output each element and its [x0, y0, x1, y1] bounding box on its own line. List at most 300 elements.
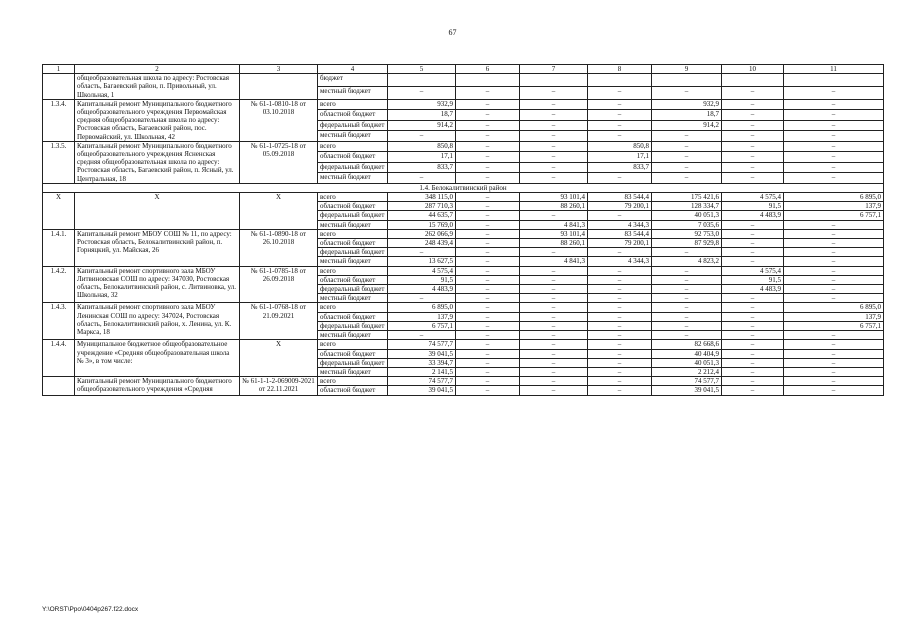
- amount-cell: 79 200,1: [588, 239, 652, 248]
- item-number: [43, 377, 75, 395]
- amount-cell: –: [456, 367, 520, 376]
- amount-cell: [388, 74, 456, 87]
- amount-cell: –: [722, 312, 784, 321]
- amount-cell: –: [722, 257, 784, 266]
- amount-cell: –: [520, 321, 588, 330]
- amount-cell: –: [784, 248, 884, 257]
- amount-cell: –: [456, 275, 520, 284]
- amount-cell: 91,5: [388, 275, 456, 284]
- item-description: Х: [75, 193, 240, 230]
- amount-cell: 40 404,9: [652, 349, 722, 358]
- amount-cell: –: [722, 220, 784, 229]
- amount-cell: –: [722, 367, 784, 376]
- item-description: Капитальный ремонт спортивного зала МБОУ Литвиновская СОШ по адресу: 347030, Ростовская область, Белокалитвинский район, с. Литвиновка, ул. Школьная, 32: [75, 266, 240, 303]
- amount-cell: –: [388, 173, 456, 184]
- amount-cell: 262 066,9: [388, 229, 456, 238]
- amount-cell: 4 344,3: [588, 220, 652, 229]
- amount-cell: –: [652, 131, 722, 142]
- amount-cell: –: [784, 173, 884, 184]
- header-cell: 4: [318, 65, 388, 74]
- header-cell: 10: [722, 65, 784, 74]
- amount-cell: –: [456, 331, 520, 340]
- amount-cell: –: [456, 141, 520, 152]
- amount-cell: –: [456, 229, 520, 238]
- amount-cell: –: [520, 386, 588, 395]
- amount-cell: –: [722, 99, 784, 110]
- amount-cell: –: [456, 173, 520, 184]
- amount-cell: –: [588, 294, 652, 303]
- amount-cell: –: [588, 275, 652, 284]
- amount-cell: –: [588, 120, 652, 131]
- amount-cell: –: [652, 312, 722, 321]
- budget-source: местный бюджет: [318, 257, 388, 266]
- amount-cell: –: [388, 248, 456, 257]
- amount-cell: –: [588, 173, 652, 184]
- amount-cell: 6 895,0: [388, 303, 456, 312]
- amount-cell: –: [722, 377, 784, 386]
- amount-cell: –: [456, 377, 520, 386]
- amount-cell: 91,5: [722, 202, 784, 211]
- amount-cell: –: [722, 303, 784, 312]
- amount-cell: –: [520, 358, 588, 367]
- budget-source: федеральный бюджет: [318, 211, 388, 220]
- budget-source: всего: [318, 193, 388, 202]
- amount-cell: 850,8: [588, 141, 652, 152]
- amount-cell: –: [588, 110, 652, 121]
- budget-source: всего: [318, 266, 388, 275]
- item-description: общеобразовательная школа по адресу: Ростовская область, Багаевский район, п. Привольный, ул. Школьная, 1: [75, 74, 240, 100]
- amount-cell: –: [652, 275, 722, 284]
- item-number: 1.4.3.: [43, 303, 75, 340]
- amount-cell: –: [652, 285, 722, 294]
- amount-cell: –: [784, 257, 884, 266]
- item-number: 1.4.4.: [43, 340, 75, 377]
- amount-cell: –: [784, 229, 884, 238]
- budget-source: областной бюджет: [318, 239, 388, 248]
- amount-cell: 4 344,3: [588, 257, 652, 266]
- amount-cell: –: [456, 312, 520, 321]
- amount-cell: –: [388, 87, 456, 100]
- amount-cell: –: [588, 367, 652, 376]
- amount-cell: –: [388, 294, 456, 303]
- amount-cell: –: [784, 331, 884, 340]
- amount-cell: 833,7: [588, 162, 652, 173]
- amount-cell: 93 101,4: [520, 229, 588, 238]
- amount-cell: 79 200,1: [588, 202, 652, 211]
- amount-cell: –: [784, 120, 884, 131]
- amount-cell: –: [520, 285, 588, 294]
- amount-cell: –: [784, 99, 884, 110]
- amount-cell: –: [588, 321, 652, 330]
- amount-cell: 91,5: [722, 275, 784, 284]
- header-cell: 5: [388, 65, 456, 74]
- item-description: Муниципальное бюджетное общеобразовательное учреждение «Средняя общеобразовательная школа № 3», в том числе:: [75, 340, 240, 377]
- amount-cell: [520, 74, 588, 87]
- amount-cell: –: [652, 331, 722, 340]
- budget-source: бюджет: [318, 74, 388, 87]
- amount-cell: –: [520, 294, 588, 303]
- amount-cell: 6 757,1: [784, 211, 884, 220]
- amount-cell: –: [456, 349, 520, 358]
- amount-cell: –: [456, 285, 520, 294]
- header-cell: 2: [75, 65, 240, 74]
- amount-cell: 6 895,0: [784, 303, 884, 312]
- amount-cell: –: [588, 248, 652, 257]
- header-cell: 7: [520, 65, 588, 74]
- amount-cell: 4 483,9: [722, 285, 784, 294]
- amount-cell: –: [456, 386, 520, 395]
- amount-cell: –: [722, 110, 784, 121]
- amount-cell: –: [520, 99, 588, 110]
- amount-cell: –: [520, 377, 588, 386]
- budget-source: всего: [318, 340, 388, 349]
- amount-cell: –: [520, 211, 588, 220]
- amount-cell: –: [456, 120, 520, 131]
- amount-cell: –: [588, 266, 652, 275]
- amount-cell: 137,9: [784, 312, 884, 321]
- amount-cell: –: [722, 294, 784, 303]
- amount-cell: 33 394,7: [388, 358, 456, 367]
- budget-source: всего: [318, 377, 388, 386]
- amount-cell: –: [456, 303, 520, 312]
- budget-source: местный бюджет: [318, 131, 388, 142]
- amount-cell: –: [520, 340, 588, 349]
- amount-cell: –: [388, 331, 456, 340]
- amount-cell: 175 421,6: [652, 193, 722, 202]
- amount-cell: –: [520, 331, 588, 340]
- amount-cell: 248 439,4: [388, 239, 456, 248]
- amount-cell: –: [784, 266, 884, 275]
- amount-cell: –: [520, 275, 588, 284]
- budget-source: местный бюджет: [318, 87, 388, 100]
- amount-cell: –: [456, 248, 520, 257]
- amount-cell: –: [456, 131, 520, 142]
- amount-cell: 39 041,5: [652, 386, 722, 395]
- amount-cell: 82 668,6: [652, 340, 722, 349]
- amount-cell: 6 757,1: [784, 321, 884, 330]
- amount-cell: –: [652, 141, 722, 152]
- amount-cell: 833,7: [388, 162, 456, 173]
- amount-cell: –: [722, 358, 784, 367]
- amount-cell: –: [520, 349, 588, 358]
- table-row: [43, 74, 884, 87]
- amount-cell: 4 575,4: [722, 193, 784, 202]
- amount-cell: –: [784, 239, 884, 248]
- amount-cell: –: [784, 340, 884, 349]
- amount-cell: –: [722, 120, 784, 131]
- amount-cell: –: [456, 87, 520, 100]
- amount-cell: –: [588, 377, 652, 386]
- item-number: Х: [43, 193, 75, 230]
- item-description: Капитальный ремонт Муниципального бюджетного общеобразовательного учреждения Ясненская средняя общеобразовательная школа по адресу: Ростовская область, Багаевский район, п. Ясный, ул. Центральная, 18: [75, 141, 240, 183]
- amount-cell: –: [722, 340, 784, 349]
- amount-cell: –: [722, 87, 784, 100]
- amount-cell: –: [520, 367, 588, 376]
- amount-cell: –: [588, 303, 652, 312]
- amount-cell: –: [588, 99, 652, 110]
- document-reference: № 61-1-0785-18 от 26.09.2018: [240, 266, 318, 303]
- header-cell: 9: [652, 65, 722, 74]
- amount-cell: [652, 74, 722, 87]
- amount-cell: –: [784, 386, 884, 395]
- budget-source: федеральный бюджет: [318, 248, 388, 257]
- budget-source: всего: [318, 99, 388, 110]
- document-reference: № 61-1-0768-18 от 21.09.2021: [240, 303, 318, 340]
- amount-cell: 39 041,5: [388, 386, 456, 395]
- amount-cell: –: [456, 340, 520, 349]
- amount-cell: 4 841,3: [520, 257, 588, 266]
- amount-cell: –: [722, 229, 784, 238]
- amount-cell: 13 627,5: [388, 257, 456, 266]
- amount-cell: [588, 74, 652, 87]
- amount-cell: 932,9: [388, 99, 456, 110]
- amount-cell: 6 895,0: [784, 193, 884, 202]
- amount-cell: –: [652, 248, 722, 257]
- document-reference: № 61-1-0810-18 от 03.10.2018: [240, 99, 318, 141]
- document-reference: № 61-1-0890-18 от 26.10.2018: [240, 229, 318, 266]
- amount-cell: –: [784, 349, 884, 358]
- table-row: [43, 99, 884, 110]
- amount-cell: 932,9: [652, 99, 722, 110]
- amount-cell: –: [652, 294, 722, 303]
- amount-cell: –: [520, 131, 588, 142]
- item-description: Капитальный ремонт Муниципального бюджетного общеобразовательного учреждения «Средняя: [75, 377, 240, 395]
- document-reference: Х: [240, 193, 318, 230]
- amount-cell: –: [456, 358, 520, 367]
- header-cell: 1: [43, 65, 75, 74]
- amount-cell: –: [588, 131, 652, 142]
- amount-cell: 18,7: [388, 110, 456, 121]
- amount-cell: –: [784, 162, 884, 173]
- amount-cell: 88 260,1: [520, 202, 588, 211]
- budget-source: федеральный бюджет: [318, 162, 388, 173]
- table-row: [43, 303, 884, 312]
- item-number: [43, 74, 75, 100]
- amount-cell: 40 051,3: [652, 211, 722, 220]
- amount-cell: –: [520, 312, 588, 321]
- amount-cell: –: [652, 173, 722, 184]
- amount-cell: –: [388, 131, 456, 142]
- amount-cell: –: [456, 239, 520, 248]
- amount-cell: 15 769,0: [388, 220, 456, 229]
- amount-cell: 44 635,7: [388, 211, 456, 220]
- amount-cell: –: [456, 162, 520, 173]
- amount-cell: –: [520, 110, 588, 121]
- budget-source: областной бюджет: [318, 110, 388, 121]
- amount-cell: –: [722, 239, 784, 248]
- table-row: [43, 340, 884, 349]
- budget-source: областной бюджет: [318, 386, 388, 395]
- amount-cell: –: [588, 331, 652, 340]
- budget-source: всего: [318, 141, 388, 152]
- document-reference: № 61-1-0725-18 от 05.09.2018: [240, 141, 318, 183]
- document-reference: Х: [240, 340, 318, 377]
- table-row: [43, 229, 884, 238]
- amount-cell: 128 334,7: [652, 202, 722, 211]
- item-number: 1.4.2.: [43, 266, 75, 303]
- amount-cell: –: [784, 131, 884, 142]
- item-number: 1.3.4.: [43, 99, 75, 141]
- amount-cell: –: [588, 211, 652, 220]
- amount-cell: –: [722, 386, 784, 395]
- header-cell: 8: [588, 65, 652, 74]
- amount-cell: 4 841,3: [520, 220, 588, 229]
- item-description: Капитальный ремонт МБОУ СОШ № 11, по адресу: Ростовская область, Белокалитвинский район, п. Горняцкий, ул. Майская, 26: [75, 229, 240, 266]
- amount-cell: –: [456, 152, 520, 163]
- page-number: 67: [448, 28, 457, 37]
- amount-cell: 17,1: [588, 152, 652, 163]
- document-reference: № 61-1-1-2-069009-2021 от 22.11.2021: [240, 377, 318, 395]
- program-table: [42, 64, 884, 396]
- amount-cell: –: [588, 340, 652, 349]
- table-row: [43, 193, 884, 202]
- amount-cell: –: [456, 202, 520, 211]
- amount-cell: –: [784, 220, 884, 229]
- amount-cell: 914,2: [388, 120, 456, 131]
- amount-cell: –: [652, 303, 722, 312]
- section-title: 1.4. Белокалитвинский район: [43, 183, 884, 192]
- table-row: [43, 377, 884, 386]
- budget-source: областной бюджет: [318, 349, 388, 358]
- amount-cell: 850,8: [388, 141, 456, 152]
- header-cell: 6: [456, 65, 520, 74]
- amount-cell: –: [784, 152, 884, 163]
- amount-cell: –: [456, 193, 520, 202]
- table-row: [43, 266, 884, 275]
- header-cell: 3: [240, 65, 318, 74]
- amount-cell: –: [456, 211, 520, 220]
- amount-cell: –: [520, 303, 588, 312]
- amount-cell: –: [722, 321, 784, 330]
- amount-cell: –: [456, 294, 520, 303]
- amount-cell: 17,1: [388, 152, 456, 163]
- amount-cell: –: [722, 349, 784, 358]
- amount-cell: 6 757,1: [388, 321, 456, 330]
- amount-cell: –: [722, 331, 784, 340]
- amount-cell: 287 710,3: [388, 202, 456, 211]
- header-cell: 11: [784, 65, 884, 74]
- amount-cell: –: [520, 87, 588, 100]
- amount-cell: –: [784, 285, 884, 294]
- amount-cell: –: [722, 141, 784, 152]
- amount-cell: 92 753,0: [652, 229, 722, 238]
- amount-cell: –: [456, 110, 520, 121]
- amount-cell: [784, 74, 884, 87]
- amount-cell: –: [520, 173, 588, 184]
- budget-source: федеральный бюджет: [318, 321, 388, 330]
- amount-cell: 39 041,5: [388, 349, 456, 358]
- amount-cell: 914,2: [652, 120, 722, 131]
- amount-cell: –: [784, 87, 884, 100]
- amount-cell: 87 929,8: [652, 239, 722, 248]
- amount-cell: 18,7: [652, 110, 722, 121]
- file-path-footer: Y:\ORST\Ppo\0404p267.f22.docx: [42, 606, 139, 613]
- item-number: 1.3.5.: [43, 141, 75, 183]
- amount-cell: –: [652, 266, 722, 275]
- budget-source: федеральный бюджет: [318, 358, 388, 367]
- amount-cell: –: [520, 120, 588, 131]
- amount-cell: –: [784, 358, 884, 367]
- amount-cell: –: [456, 220, 520, 229]
- table-row: [43, 141, 884, 152]
- item-description: Капитальный ремонт Муниципального бюджетного общеобразовательного учреждения Первомайская средняя общеобразовательная школа по адресу: Ростовская область, Багаевский район, пос. Первомайский, ул. Школьная, 42: [75, 99, 240, 141]
- item-description: Капитальный ремонт спортивного зала МБОУ Ленинская СОШ по адресу: 347024, Ростовская область, Белокалитвинский район, х. Ленина, ул. К. Маркса, 18: [75, 303, 240, 340]
- section-row: [43, 183, 884, 192]
- budget-source: всего: [318, 303, 388, 312]
- amount-cell: –: [456, 266, 520, 275]
- budget-source: областной бюджет: [318, 312, 388, 321]
- amount-cell: 7 035,6: [652, 220, 722, 229]
- amount-cell: 74 577,7: [652, 377, 722, 386]
- amount-cell: –: [722, 152, 784, 163]
- budget-source: областной бюджет: [318, 152, 388, 163]
- budget-source: местный бюджет: [318, 294, 388, 303]
- amount-cell: 4 575,4: [388, 266, 456, 275]
- amount-cell: 93 101,4: [520, 193, 588, 202]
- amount-cell: 137,9: [388, 312, 456, 321]
- amount-cell: –: [722, 131, 784, 142]
- amount-cell: 137,9: [784, 202, 884, 211]
- amount-cell: 2 212,4: [652, 367, 722, 376]
- amount-cell: –: [784, 141, 884, 152]
- item-number: 1.4.1.: [43, 229, 75, 266]
- amount-cell: –: [784, 377, 884, 386]
- amount-cell: 2 141,5: [388, 367, 456, 376]
- budget-source: областной бюджет: [318, 202, 388, 211]
- amount-cell: –: [520, 266, 588, 275]
- table-body: [43, 65, 884, 396]
- amount-cell: –: [588, 285, 652, 294]
- amount-cell: –: [784, 367, 884, 376]
- amount-cell: 4 483,9: [722, 211, 784, 220]
- amount-cell: –: [520, 152, 588, 163]
- header-row: [43, 65, 884, 74]
- amount-cell: 83 544,4: [588, 229, 652, 238]
- budget-source: местный бюджет: [318, 173, 388, 184]
- amount-cell: 40 051,3: [652, 358, 722, 367]
- amount-cell: [456, 74, 520, 87]
- amount-cell: –: [588, 312, 652, 321]
- budget-source: местный бюджет: [318, 331, 388, 340]
- budget-source: федеральный бюджет: [318, 285, 388, 294]
- amount-cell: [722, 74, 784, 87]
- amount-cell: –: [588, 87, 652, 100]
- amount-cell: 74 577,7: [388, 340, 456, 349]
- amount-cell: –: [722, 173, 784, 184]
- amount-cell: 83 544,4: [588, 193, 652, 202]
- amount-cell: –: [722, 248, 784, 257]
- amount-cell: –: [520, 248, 588, 257]
- amount-cell: –: [652, 321, 722, 330]
- amount-cell: –: [520, 141, 588, 152]
- amount-cell: 4 823,2: [652, 257, 722, 266]
- amount-cell: –: [652, 162, 722, 173]
- amount-cell: –: [652, 87, 722, 100]
- budget-source: всего: [318, 229, 388, 238]
- budget-source: местный бюджет: [318, 220, 388, 229]
- budget-source: федеральный бюджет: [318, 120, 388, 131]
- amount-cell: –: [652, 152, 722, 163]
- amount-cell: –: [456, 257, 520, 266]
- amount-cell: –: [588, 386, 652, 395]
- amount-cell: –: [784, 110, 884, 121]
- amount-cell: –: [784, 294, 884, 303]
- amount-cell: 88 260,1: [520, 239, 588, 248]
- amount-cell: 74 577,7: [388, 377, 456, 386]
- amount-cell: 348 115,0: [388, 193, 456, 202]
- amount-cell: –: [520, 162, 588, 173]
- budget-source: местный бюджет: [318, 367, 388, 376]
